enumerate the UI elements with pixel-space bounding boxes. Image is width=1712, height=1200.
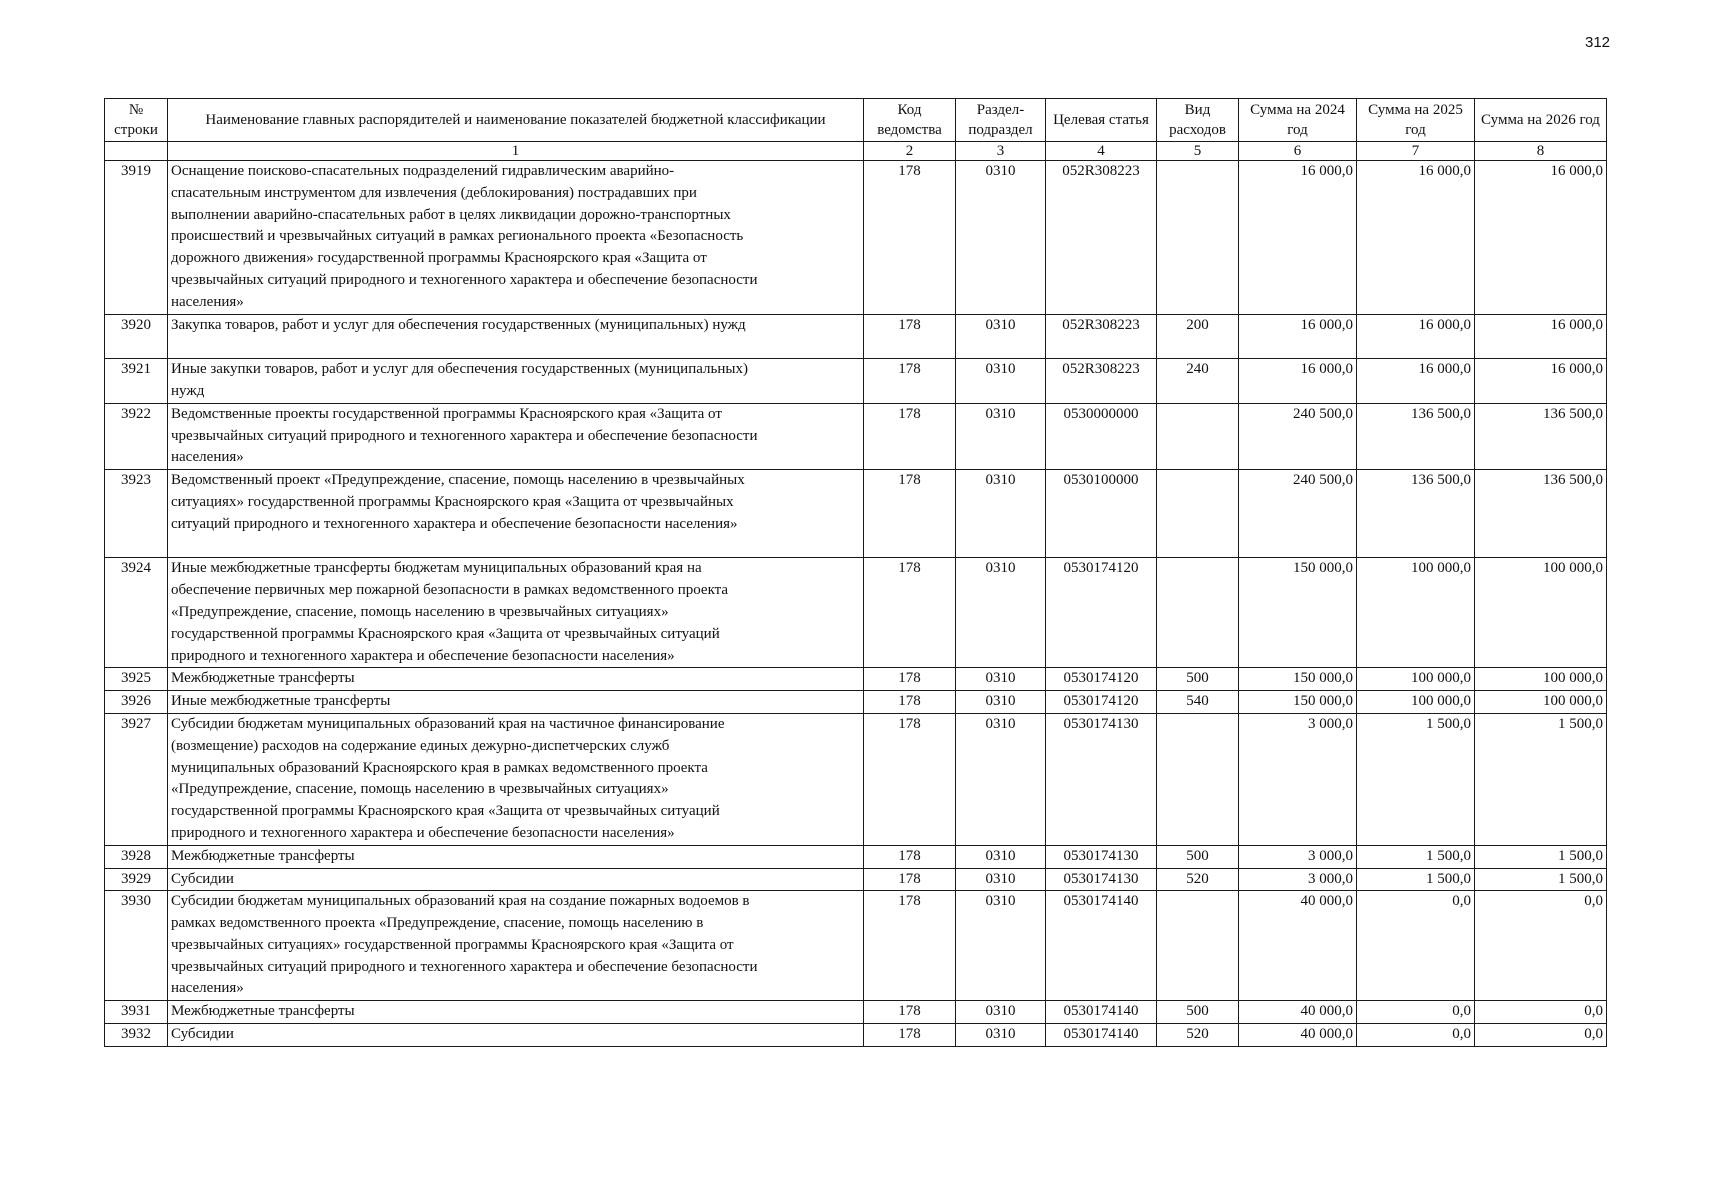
row-name-cell [168, 470, 864, 558]
header-ved-code: Код ведомства [864, 99, 956, 142]
ved-code-cell: 178 [864, 713, 956, 845]
row-name-line: выполнении аварийно-спасательных работ в целях ликвидации дорожно-транспортных [171, 206, 731, 223]
target-article-cell: 0530174140 [1046, 891, 1157, 1001]
sum-2025-cell: 1 500,0 [1357, 868, 1475, 891]
ved-code-cell: 178 [864, 314, 956, 359]
column-number: 6 [1239, 142, 1357, 161]
row-name-line: Ведомственные проекты государственной программы Красноярского края «Защита от [171, 405, 722, 422]
sum-2025-cell: 16 000,0 [1357, 161, 1475, 315]
row-name-cell [168, 314, 864, 359]
row-name-line: происшествий и чрезвычайных ситуаций в рамках регионального проекта «Безопасность [171, 228, 744, 245]
expense-type-cell: 240 [1157, 359, 1239, 404]
section-cell: 0310 [956, 359, 1046, 404]
row-name-line: государственной программы Красноярского края «Защита от чрезвычайных ситуаций [171, 803, 720, 820]
sum-2025-cell: 16 000,0 [1357, 314, 1475, 359]
header-sum-2024: Сумма на 2024 год [1239, 99, 1357, 142]
section-cell: 0310 [956, 558, 1046, 668]
sum-2026-cell: 136 500,0 [1475, 470, 1607, 558]
row-name-cell [168, 691, 864, 714]
section-cell: 0310 [956, 668, 1046, 691]
ved-code-cell: 178 [864, 691, 956, 714]
row-number-cell: 3926 [105, 691, 168, 714]
ved-code-cell: 178 [864, 668, 956, 691]
sum-2024-cell: 240 500,0 [1239, 403, 1357, 469]
row-name-line: чрезвычайных ситуаций природного и техногенного характера и обеспечение безопасности [171, 958, 758, 975]
row-name-line: Ведомственный проект «Предупреждение, спасение, помощь населению в чрезвычайных [171, 472, 745, 489]
column-number: 3 [956, 142, 1046, 161]
row-number-cell: 3923 [105, 470, 168, 558]
row-name-line: Межбюджетные трансферты [171, 670, 355, 687]
sum-2024-cell: 16 000,0 [1239, 314, 1357, 359]
row-name-line: Субсидии бюджетам муниципальных образований края на частичное финансирование [171, 715, 725, 732]
sum-2026-cell: 1 500,0 [1475, 868, 1607, 891]
sum-2026-cell: 16 000,0 [1475, 161, 1607, 315]
row-name-line: населения» [171, 293, 244, 310]
table-row [105, 314, 1607, 359]
sum-2026-cell: 100 000,0 [1475, 668, 1607, 691]
sum-2024-cell: 150 000,0 [1239, 691, 1357, 714]
column-numbers-row [105, 142, 1607, 161]
table-row [105, 161, 1607, 315]
table-row [105, 891, 1607, 1001]
sum-2026-cell: 1 500,0 [1475, 845, 1607, 868]
sum-2025-cell: 1 500,0 [1357, 713, 1475, 845]
row-number-cell: 3924 [105, 558, 168, 668]
row-name-cell [168, 891, 864, 1001]
row-number-cell: 3919 [105, 161, 168, 315]
row-name-line: природного и техногенного характера и обеспечение безопасности населения» [171, 647, 675, 664]
row-name-line: Межбюджетные трансферты [171, 1003, 355, 1020]
expense-type-cell: 500 [1157, 845, 1239, 868]
table-row [105, 558, 1607, 668]
sum-2025-cell: 1 500,0 [1357, 845, 1475, 868]
target-article-cell: 052R308223 [1046, 359, 1157, 404]
ved-code-cell: 178 [864, 403, 956, 469]
row-name-line: спасательным инструментом для извлечения (деблокирования) пострадавших при [171, 184, 697, 201]
sum-2025-cell: 0,0 [1357, 891, 1475, 1001]
row-name-line: Субсидии бюджетам муниципальных образований края на создание пожарных водоемов в [171, 893, 750, 910]
section-cell: 0310 [956, 314, 1046, 359]
sum-2026-cell: 100 000,0 [1475, 558, 1607, 668]
column-number: 5 [1157, 142, 1239, 161]
target-article-cell: 0530174120 [1046, 558, 1157, 668]
row-number-cell: 3930 [105, 891, 168, 1001]
sum-2026-cell: 1 500,0 [1475, 713, 1607, 845]
expense-type-cell: 520 [1157, 868, 1239, 891]
row-name-cell [168, 558, 864, 668]
table-row [105, 845, 1607, 868]
row-name-cell [168, 359, 864, 404]
sum-2026-cell: 16 000,0 [1475, 314, 1607, 359]
ved-code-cell: 178 [864, 161, 956, 315]
table-row [105, 668, 1607, 691]
sum-2026-cell: 136 500,0 [1475, 403, 1607, 469]
row-name-line: чрезвычайных ситуаций природного и техногенного характера и обеспечение безопасности [171, 427, 758, 444]
sum-2025-cell: 100 000,0 [1357, 668, 1475, 691]
sum-2026-cell: 0,0 [1475, 1001, 1607, 1024]
table-row [105, 868, 1607, 891]
table-row [105, 691, 1607, 714]
section-cell: 0310 [956, 161, 1046, 315]
expense-type-cell: 540 [1157, 691, 1239, 714]
row-name-cell [168, 668, 864, 691]
sum-2024-cell: 3 000,0 [1239, 845, 1357, 868]
header-section: Раздел-подраздел [956, 99, 1046, 142]
row-name-cell [168, 1001, 864, 1024]
sum-2024-cell: 40 000,0 [1239, 891, 1357, 1001]
sum-2024-cell: 40 000,0 [1239, 1001, 1357, 1024]
row-name-line: государственной программы Красноярского края «Защита от чрезвычайных ситуаций [171, 625, 720, 642]
sum-2026-cell: 16 000,0 [1475, 359, 1607, 404]
target-article-cell: 0530174140 [1046, 1024, 1157, 1047]
row-name-cell [168, 868, 864, 891]
row-name-line: нужд [171, 382, 205, 399]
row-name-line: ситуациях» государственной программы Красноярского края «Защита от чрезвычайных [171, 493, 734, 510]
target-article-cell: 052R308223 [1046, 314, 1157, 359]
ved-code-cell: 178 [864, 558, 956, 668]
row-name-line [171, 536, 860, 558]
header-target-article: Целевая статья [1046, 99, 1157, 142]
column-number: 2 [864, 142, 956, 161]
row-name-line: Межбюджетные трансферты [171, 847, 355, 864]
target-article-cell: 0530174120 [1046, 668, 1157, 691]
sum-2025-cell: 16 000,0 [1357, 359, 1475, 404]
sum-2026-cell: 0,0 [1475, 891, 1607, 1001]
section-cell: 0310 [956, 891, 1046, 1001]
sum-2026-cell: 100 000,0 [1475, 691, 1607, 714]
section-cell: 0310 [956, 868, 1046, 891]
header-sum-2025: Сумма на 2025 год [1357, 99, 1475, 142]
section-cell: 0310 [956, 1001, 1046, 1024]
expense-type-cell [1157, 470, 1239, 558]
budget-table [104, 98, 1607, 1047]
target-article-cell: 0530100000 [1046, 470, 1157, 558]
section-cell: 0310 [956, 403, 1046, 469]
row-name-line: Субсидии [171, 870, 234, 887]
row-number-cell: 3927 [105, 713, 168, 845]
sum-2025-cell: 0,0 [1357, 1001, 1475, 1024]
ved-code-cell: 178 [864, 1001, 956, 1024]
row-number-cell: 3932 [105, 1024, 168, 1047]
header-row [105, 99, 1607, 142]
row-name-line: дорожного движения» государственной программы Красноярского края «Защита от [171, 250, 707, 267]
target-article-cell: 0530174120 [1046, 691, 1157, 714]
row-name-line: «Предупреждение, спасение, помощь населению в чрезвычайных ситуациях» [171, 781, 669, 798]
ved-code-cell: 178 [864, 868, 956, 891]
row-name-line: Иные межбюджетные трансферты бюджетам муниципальных образований края на [171, 560, 702, 577]
target-article-cell: 0530000000 [1046, 403, 1157, 469]
row-name-line: населения» [171, 980, 244, 997]
sum-2025-cell: 100 000,0 [1357, 691, 1475, 714]
row-name-cell [168, 845, 864, 868]
sum-2024-cell: 40 000,0 [1239, 1024, 1357, 1047]
expense-type-cell: 500 [1157, 668, 1239, 691]
sum-2024-cell: 240 500,0 [1239, 470, 1357, 558]
target-article-cell: 0530174130 [1046, 845, 1157, 868]
header-row-number: № строки [105, 99, 168, 142]
expense-type-cell [1157, 161, 1239, 315]
table-row [105, 403, 1607, 469]
row-name-line: населения» [171, 449, 244, 466]
header-expense-type: Вид расходов [1157, 99, 1239, 142]
row-number-cell: 3921 [105, 359, 168, 404]
row-name-cell [168, 161, 864, 315]
table-row [105, 1024, 1607, 1047]
table-row [105, 1001, 1607, 1024]
expense-type-cell: 200 [1157, 314, 1239, 359]
row-name-line: Иные закупки товаров, работ и услуг для обеспечения государственных (муниципальных) [171, 361, 748, 378]
target-article-cell: 052R308223 [1046, 161, 1157, 315]
expense-type-cell [1157, 403, 1239, 469]
row-name-line: природного и техногенного характера и обеспечение безопасности населения» [171, 824, 675, 841]
expense-type-cell [1157, 891, 1239, 1001]
target-article-cell: 0530174140 [1046, 1001, 1157, 1024]
column-number: 1 [168, 142, 864, 161]
row-name-line: Закупка товаров, работ и услуг для обеспечения государственных (муниципальных) нужд [171, 316, 746, 333]
sum-2025-cell: 136 500,0 [1357, 470, 1475, 558]
sum-2024-cell: 150 000,0 [1239, 558, 1357, 668]
row-number-cell: 3922 [105, 403, 168, 469]
column-number: 4 [1046, 142, 1157, 161]
section-cell: 0310 [956, 470, 1046, 558]
row-number-cell: 3929 [105, 868, 168, 891]
section-cell: 0310 [956, 845, 1046, 868]
row-name-line: обеспечение первичных мер пожарной безопасности в рамках ведомственного проекта [171, 582, 729, 599]
row-name-line: Субсидии [171, 1026, 234, 1043]
target-article-cell: 0530174130 [1046, 868, 1157, 891]
ved-code-cell: 178 [864, 845, 956, 868]
section-cell: 0310 [956, 1024, 1046, 1047]
row-number-cell: 3920 [105, 314, 168, 359]
ved-code-cell: 178 [864, 359, 956, 404]
column-number: 7 [1357, 142, 1475, 161]
row-name-cell [168, 1024, 864, 1047]
row-name-line: «Предупреждение, спасение, помощь населению в чрезвычайных ситуациях» [171, 603, 669, 620]
row-number-cell: 3931 [105, 1001, 168, 1024]
row-name-line: муниципальных образований Красноярского края в рамках ведомственного проекта [171, 759, 708, 776]
row-name-line: рамках ведомственного проекта «Предупреждение, спасение, помощь населению в [171, 915, 704, 932]
row-name-line: (возмещение) расходов на содержание единых дежурно-диспетчерских служб [171, 737, 670, 754]
section-cell: 0310 [956, 713, 1046, 845]
header-name: Наименование главных распорядителей и наименование показателей бюджетной классификации [168, 99, 864, 142]
expense-type-cell: 520 [1157, 1024, 1239, 1047]
row-name-line: чрезвычайных ситуациях» государственной программы Красноярского края «Защита от [171, 936, 734, 953]
sum-2024-cell: 16 000,0 [1239, 359, 1357, 404]
sum-2024-cell: 3 000,0 [1239, 713, 1357, 845]
ved-code-cell: 178 [864, 470, 956, 558]
ved-code-cell: 178 [864, 1024, 956, 1047]
sum-2025-cell: 136 500,0 [1357, 403, 1475, 469]
sum-2024-cell: 16 000,0 [1239, 161, 1357, 315]
table-body [105, 161, 1607, 1047]
column-number [105, 142, 168, 161]
sum-2024-cell: 3 000,0 [1239, 868, 1357, 891]
sum-2025-cell: 100 000,0 [1357, 558, 1475, 668]
target-article-cell: 0530174130 [1046, 713, 1157, 845]
column-number: 8 [1475, 142, 1607, 161]
row-name-line: чрезвычайных ситуаций природного и техногенного характера и обеспечение безопасности [171, 271, 758, 288]
row-name-line: Иные межбюджетные трансферты [171, 693, 391, 710]
row-number-cell: 3928 [105, 845, 168, 868]
table-row [105, 713, 1607, 845]
expense-type-cell [1157, 713, 1239, 845]
expense-type-cell [1157, 558, 1239, 668]
header-sum-2026: Сумма на 2026 год [1475, 99, 1607, 142]
sum-2025-cell: 0,0 [1357, 1024, 1475, 1047]
page-number: 312 [1585, 34, 1611, 51]
table-row [105, 359, 1607, 404]
row-name-line: ситуаций природного и техногенного характера и обеспечение безопасности населения» [171, 515, 738, 532]
sum-2024-cell: 150 000,0 [1239, 668, 1357, 691]
expense-type-cell: 500 [1157, 1001, 1239, 1024]
row-number-cell: 3925 [105, 668, 168, 691]
row-name-line [171, 336, 860, 358]
sum-2026-cell: 0,0 [1475, 1024, 1607, 1047]
row-name-cell [168, 403, 864, 469]
row-name-line: Оснащение поисково-спасательных подразделений гидравлическим аварийно- [171, 163, 675, 179]
row-name-cell [168, 713, 864, 845]
table-row [105, 470, 1607, 558]
ved-code-cell: 178 [864, 891, 956, 1001]
section-cell: 0310 [956, 691, 1046, 714]
